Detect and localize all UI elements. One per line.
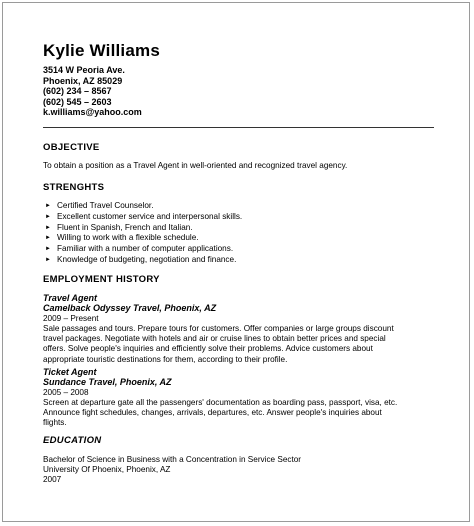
education-heading: EDUCATION [43,435,102,446]
address-line-1: 3514 W Peoria Ave. [43,65,125,75]
job-dates: 2009 – Present [43,313,99,323]
bullet-arrow-icon: ► [45,213,51,220]
job-company: Camelback Odyssey Travel, Phoenix, AZ [43,303,217,314]
education-year: 2007 [43,475,62,484]
objective-text: To obtain a position as a Travel Agent in well-oriented and recognized travel agency. [43,161,348,170]
bullet-arrow-icon: ► [45,256,51,263]
contact-block [43,65,142,118]
education-degree: Bachelor of Science in Business with a Concentration in Service Sector [43,455,302,464]
job-title: Ticket Agent [43,367,97,377]
strengths-heading: STRENGHTS [43,182,105,193]
job-description: Sale passages and tours. Prepare tours for customers. Offer companies or large groups discount travel packages. Negotiate with hotels and air or cruise lines to obtain better prices and special offers. Solve people's inquiries and efficiently solve their problems. Advice customers about appropriate touristic destinations for them, according to their profile. [43,323,394,364]
job-entry [43,293,403,365]
job-description: Screen at departure gate all the passengers' documentation as boarding pass, passport, visa, etc. Announce fight schedules, changes, arrivals, departures, etc. Answer people's inquiries about flights. [43,397,398,428]
job-entry [43,367,403,429]
bullet-arrow-icon: ► [45,235,51,242]
list-item: ► Familiar with a number of computer applications. [45,244,234,254]
address-line-2: Phoenix, AZ 85029 [43,75,123,86]
employment-heading: EMPLOYMENT HISTORY [43,274,160,285]
objective-heading: OBJECTIVE [43,142,100,153]
list-item: ► Excellent customer service and interpersonal skills. [45,211,243,221]
bullet-arrow-icon: ► [45,224,51,231]
list-item: ► Certified Travel Counselor. [45,201,154,210]
bullet-arrow-icon: ► [45,246,51,253]
bullet-arrow-icon: ► [45,203,51,209]
email: k.williams@yahoo.com [43,107,142,117]
resume-page [2,2,470,522]
strengths-list [43,201,242,266]
list-item: ► Fluent in Spanish, French and Italian. [45,222,193,232]
header-divider [43,127,434,128]
list-item: ► Knowledge of budgeting, negotiation and finance. [45,254,237,264]
job-dates: 2005 – 2008 [43,387,89,397]
education-school: University Of Phoenix, Phoenix, AZ [43,465,171,474]
list-item: ► Willing to work with a flexible schedule. [45,233,199,243]
phone-1: (602) 234 – 8567 [43,86,112,96]
phone-2: (602) 545 – 2603 [43,96,112,107]
job-company: Sundance Travel, Phoenix, AZ [43,377,172,388]
candidate-name: Kylie Williams [43,41,160,60]
job-title: Travel Agent [43,293,98,303]
